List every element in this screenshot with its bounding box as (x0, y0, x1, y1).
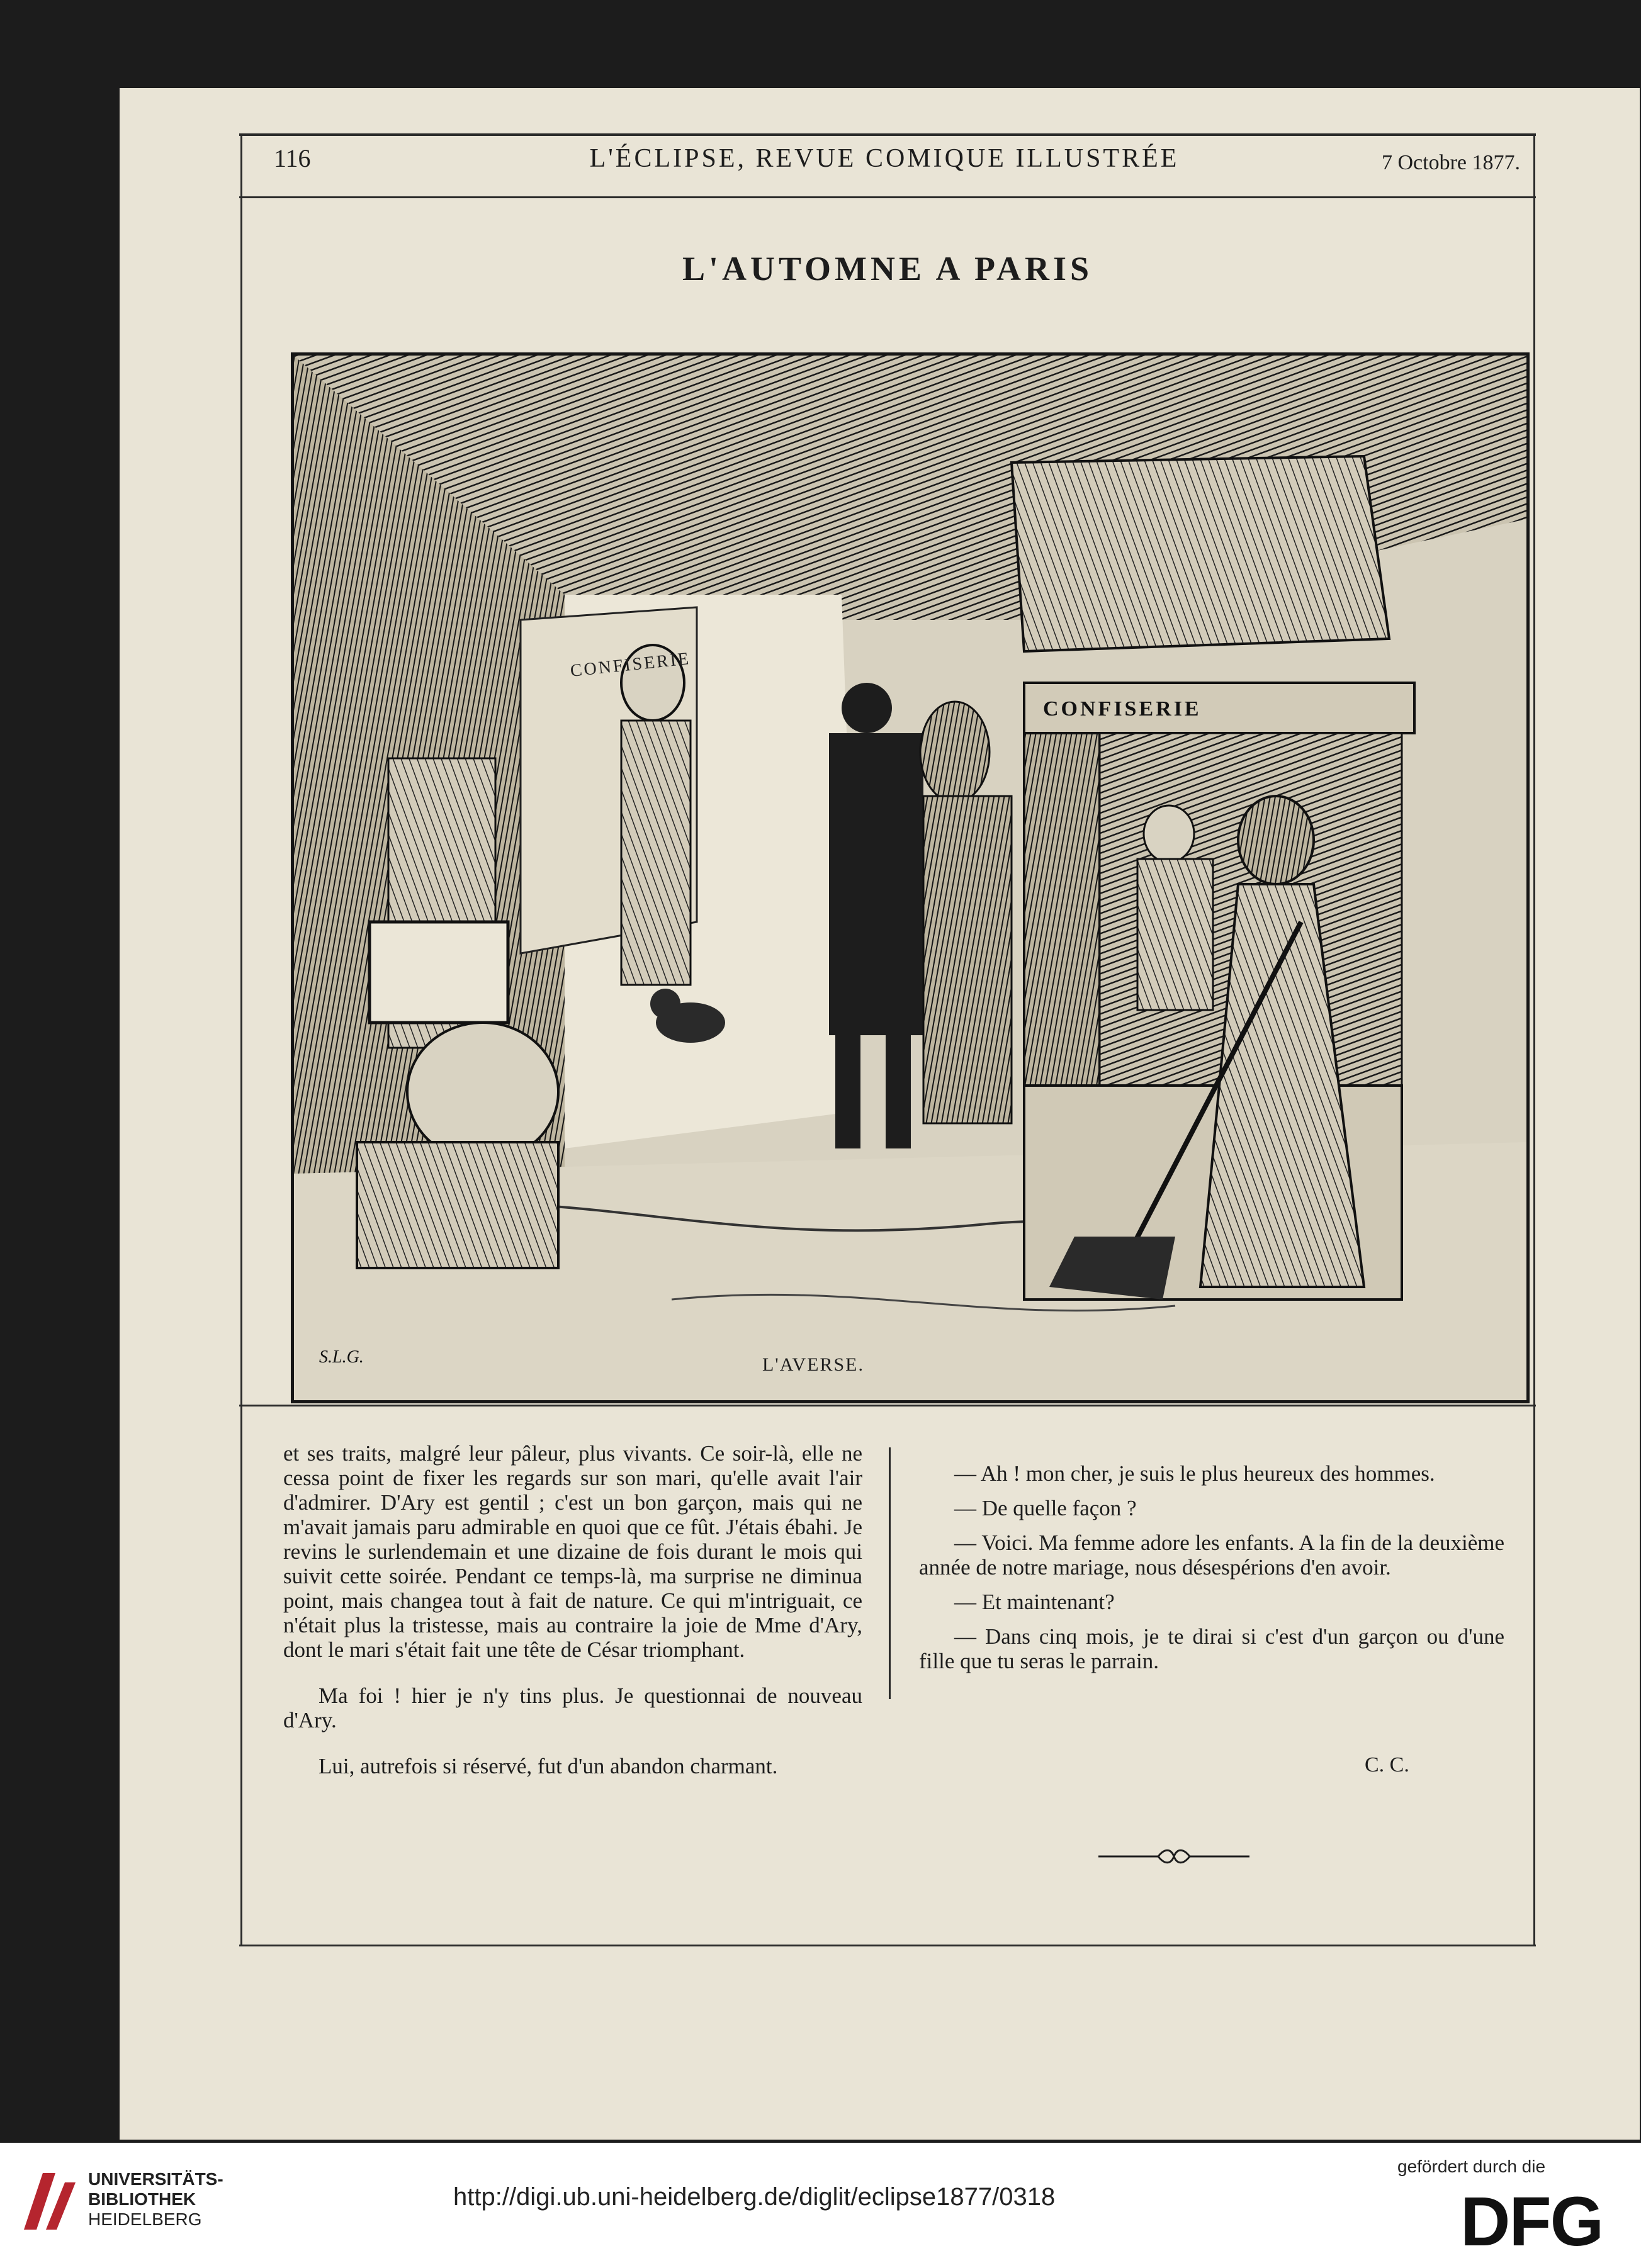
frame-left-rule (240, 133, 242, 1946)
left-paragraph-2: Ma foi ! hier je n'y tins plus. Je questionnai de nouveau d'Ary. (283, 1683, 862, 1732)
end-ornament (1098, 1847, 1249, 1866)
funded-by-label: gefördert durch die (1397, 2157, 1546, 2176)
right-paragraph-2: — De quelle façon ? (954, 1496, 1137, 1520)
library-name (88, 2169, 223, 2230)
right-paragraph-5: — Dans cinq mois, je te dirai si c'est d'un garçon ou d'une fille que tu seras le parrain. (919, 1624, 1504, 1673)
issue-date: 7 Octobre 1877. (1382, 151, 1521, 174)
journal-title: L'ÉCLIPSE, REVUE COMIQUE ILLUSTRÉE (589, 144, 1180, 173)
library-logo-icon (18, 2167, 78, 2236)
permalink-url[interactable]: http://digi.ub.uni-heidelberg.de/diglit/eclipse1877/0318 (453, 2183, 1056, 2211)
street-scene-drawing (294, 356, 1526, 1400)
header-top-rule (239, 133, 1536, 136)
library-name-line-2: BIBLIOTHEK (88, 2189, 196, 2209)
column-divider (889, 1447, 891, 1699)
poster-text: CONFISERIE (569, 649, 692, 681)
frame-right-rule (1533, 133, 1535, 1946)
shop-sign-text: CONFISERIE (1043, 697, 1202, 721)
library-name-line-3: HEIDELBERG (88, 2209, 202, 2229)
text-top-rule (239, 1405, 1536, 1406)
right-column (919, 1461, 1504, 1673)
right-paragraph-4: — Et maintenant? (954, 1590, 1115, 1614)
digitization-footer (0, 2143, 1641, 2268)
right-paragraph-3: — Voici. Ma femme adore les enfants. A la fin de la deuxième année de notre mariage, nous désespérions d'en avoir. (919, 1530, 1504, 1580)
right-paragraph-1: — Ah ! mon cher, je suis le plus heureux des hommes. (954, 1461, 1435, 1486)
library-name-line-1: UNIVERSITÄTS- (88, 2169, 223, 2189)
left-paragraph-3: Lui, autrefois si réservé, fut d'un abandon charmant. (319, 1754, 778, 1778)
left-paragraph-1: et ses traits, malgré leur pâleur, plus vivants. Ce soir-là, elle ne cessa point de fixer les regards sur son mari, qu'elle avait l'air d'admirer. D'Ary est gentil ; c'est un bon garçon, mais qui ne m'avait jamais paru admirable en quoi que ce fût. J'étais ébahi. Je revins le surlendemain et une dizaine de fois durant le mois qui suivit cette soirée. Pendant ce temps-là, ma surprise ne diminua point, mais changea tout à fait de nature. Ce qui m'intriguait, ce n'était plus la tristesse, mais au contraire la joie de Mme d'Ary, dont le mari s'était fait une tête de César triomphant. (283, 1441, 862, 1662)
frame-bottom-rule (239, 1945, 1536, 1946)
article-title: L'AUTOMNE A PARIS (682, 250, 1093, 288)
header-bottom-rule (239, 196, 1536, 198)
artist-signature: S.L.G. (319, 1347, 364, 1367)
funder-logo-text: DFG (1460, 2183, 1603, 2260)
engraving-illustration (291, 352, 1530, 1403)
left-column (283, 1441, 862, 1778)
illustration-caption: L'AVERSE. (762, 1354, 865, 1375)
author-signature: C. C. (1365, 1753, 1409, 1777)
page-number: 116 (274, 144, 311, 172)
